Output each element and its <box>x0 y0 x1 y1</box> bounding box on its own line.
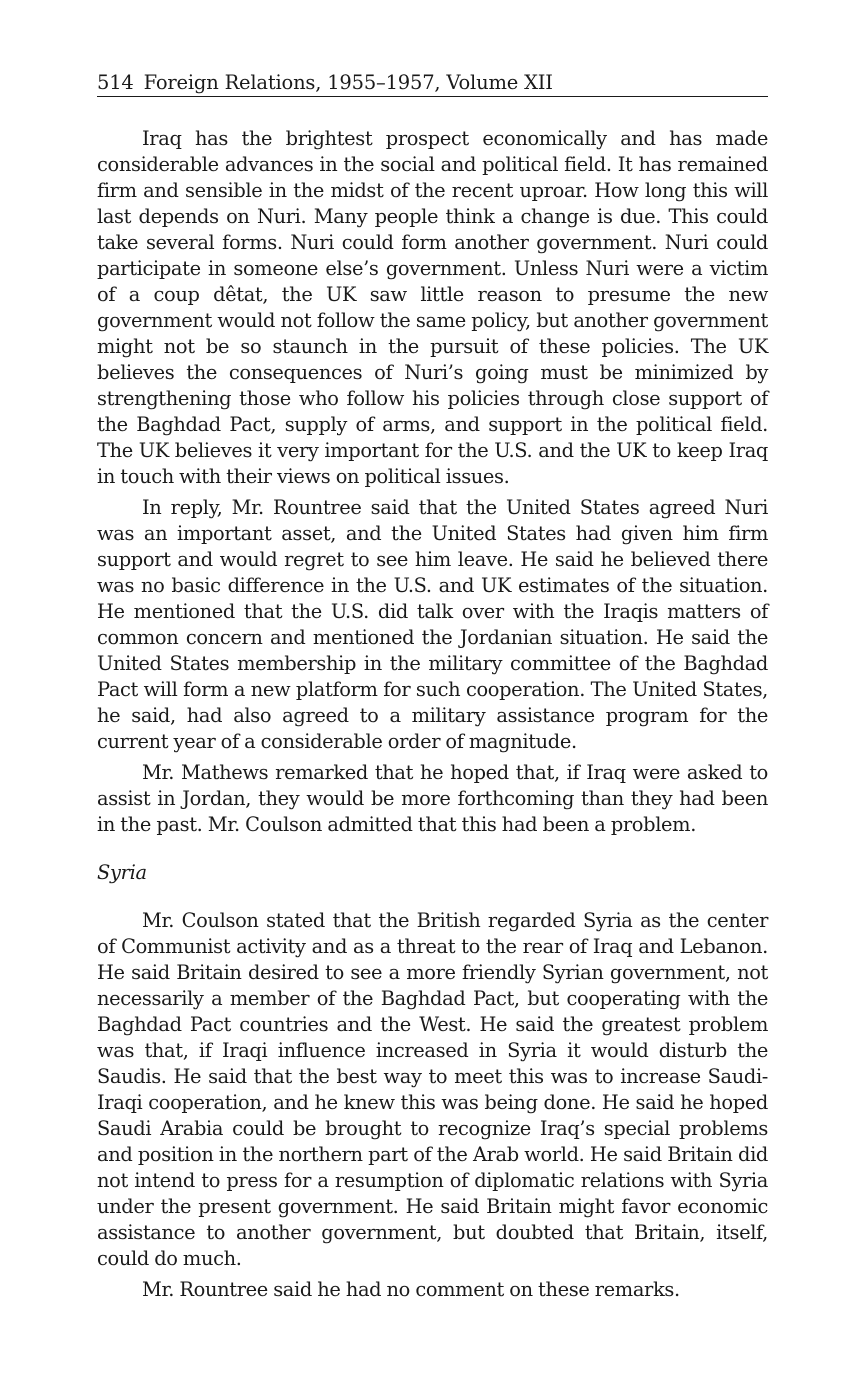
paragraph-mathews-remark: Mr. Mathews remarked that he hoped that, if Iraq were asked to assist in Jordan, they would be more forthcoming than they had been in the past. Mr. Coulson admitted that this had been a problem. <box>97 761 768 836</box>
document-page <box>97 70 768 1308</box>
publication-title: Foreign Relations, 1955–1957, Volume XII <box>143 71 553 94</box>
body-text <box>97 126 768 1303</box>
paragraph-coulson-syria: Mr. Coulson stated that the British regarded Syria as the center of Communist activity and as a threat to the rear of Iraq and Lebanon. He said Britain desired to see a more friendly Syrian government, not necessarily a member of the Baghdad Pact, but cooperating with the Baghdad Pact countries and the West. He said the greatest problem was that, if Iraqi influence increased in Syria it would disturb the Saudis. He said that the best way to meet this was to increase Saudi-Iraqi cooperation, and he knew this was being done. He said he hoped Saudi Arabia could be brought to recognize Iraq’s special problems and position in the northern part of the Arab world. He said Britain did not intend to press for a resumption of diplomatic relations with Syria under the present government. He said Britain might favor economic assistance to another government, but doubted that Britain, itself, could do much. <box>97 909 768 1270</box>
paragraph-rountree-reply: In reply, Mr. Rountree said that the United States agreed Nuri was an important asset, and the United States had given him firm support and would regret to see him leave. He said he believed there was no basic difference in the U.S. and UK estimates of the situation. He mentioned that the U.S. did talk over with the Iraqis matters of common concern and mentioned the Jordanian situation. He said the United States membership in the military committee of the Baghdad Pact will form a new platform for such cooperation. The United States, he said, had also agreed to a military assistance program for the current year of a considerable order of magnitude. <box>97 496 768 753</box>
section-heading-syria: Syria <box>97 861 147 884</box>
paragraph-iraq-prospects: Iraq has the brightest prospect economically and has made considerable advances in the social and political field. It has remained firm and sensible in the midst of the recent uproar. How long this will last depends on Nuri. Many people think a change is due. This could take several forms. Nuri could form another government. Nuri could participate in someone else’s government. Unless Nuri were a victim of a coup dêtat, the UK saw little reason to presume the new government would not follow the same policy, but another government might not be so staunch in the pursuit of these policies. The UK believes the consequences of Nuri’s going must be minimized by strengthening those who follow his policies through close support of the Baghdad Pact, supply of arms, and support in the political field. The UK believes it very important for the U.S. and the UK to keep Iraq in touch with their views on political issues. <box>97 127 768 488</box>
running-head <box>97 70 768 97</box>
paragraph-rountree-no-comment: Mr. Rountree said he had no comment on these remarks. <box>142 1278 680 1301</box>
page-number: 514 <box>97 71 134 94</box>
